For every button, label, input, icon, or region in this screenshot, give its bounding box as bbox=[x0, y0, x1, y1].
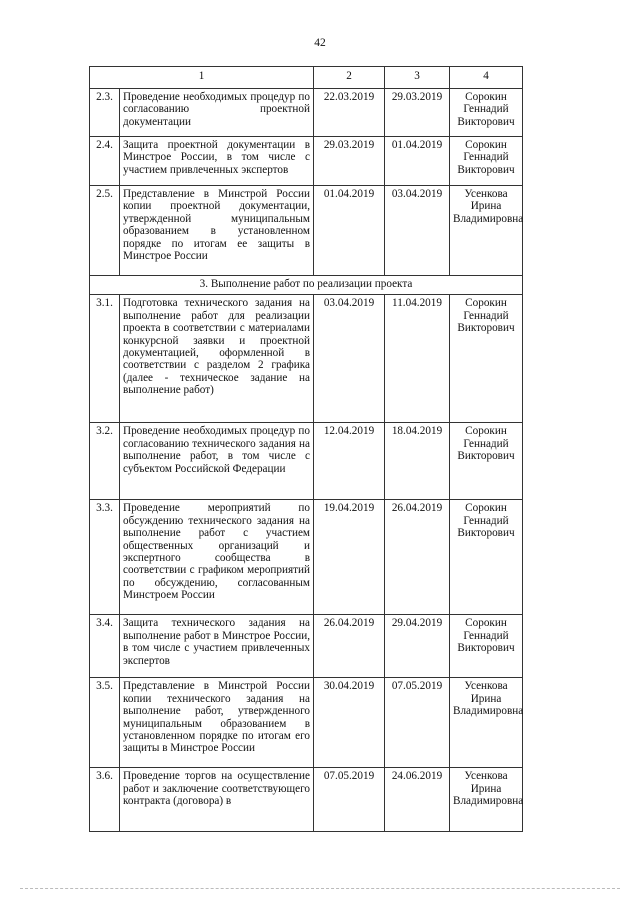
header-col-1: 1 bbox=[90, 67, 314, 89]
row-number: 3.5. bbox=[90, 678, 120, 768]
row-description: Представление в Минстрой России копии технического задания на выполнение работ, утвержденного муниципальным образованием в установленном порядке по итогам его защиты в Минстрое России bbox=[120, 678, 314, 768]
row-description: Защита технического задания на выполнение работ в Минстрое России, в том числе с участием привлеченных экспертов bbox=[120, 615, 314, 678]
row-end-date: 11.04.2019 bbox=[385, 295, 450, 423]
table-row bbox=[90, 678, 523, 768]
table-row bbox=[90, 89, 523, 137]
row-number: 3.3. bbox=[90, 500, 120, 615]
scan-edge-line bbox=[20, 888, 620, 889]
row-description: Представление в Минстрой России копии проектной документации, утвержденной муниципальным образованием в установленном порядке по итогам ее защиты в Минстрое России bbox=[120, 186, 314, 276]
row-number: 3.4. bbox=[90, 615, 120, 678]
row-number: 3.2. bbox=[90, 423, 120, 500]
section-row bbox=[90, 276, 523, 295]
header-col-2: 2 bbox=[314, 67, 385, 89]
row-responsible: Сорокин Геннадий Викторович bbox=[450, 615, 523, 678]
row-end-date: 26.04.2019 bbox=[385, 500, 450, 615]
table-row bbox=[90, 768, 523, 832]
row-number: 2.5. bbox=[90, 186, 120, 276]
schedule-table bbox=[89, 66, 523, 832]
page-number: 42 bbox=[314, 37, 326, 49]
row-number: 2.3. bbox=[90, 89, 120, 137]
row-responsible: Сорокин Геннадий Викторович bbox=[450, 295, 523, 423]
row-end-date: 01.04.2019 bbox=[385, 137, 450, 186]
row-description: Подготовка технического задания на выполнение работ для реализации проекта в соответствии с материалами конкурсной заявки и проектной документацией, оформленной в соответствии с разделом 2 графика (далее - техническое задание на выполнение работ) bbox=[120, 295, 314, 423]
row-end-date: 18.04.2019 bbox=[385, 423, 450, 500]
row-number: 3.1. bbox=[90, 295, 120, 423]
row-responsible: Сорокин Геннадий Викторович bbox=[450, 423, 523, 500]
table-row bbox=[90, 423, 523, 500]
row-responsible: Сорокин Геннадий Викторович bbox=[450, 137, 523, 186]
row-number: 3.6. bbox=[90, 768, 120, 832]
table-row bbox=[90, 500, 523, 615]
row-description: Проведение мероприятий по обсуждению технического задания на выполнение работ с участием общественных организаций и экспертного сообщества в соответствии с графиком мероприятий по обсуждению, согласованным Минстроем России bbox=[120, 500, 314, 615]
row-responsible: Усенкова Ирина Владимировна bbox=[450, 768, 523, 832]
row-number: 2.4. bbox=[90, 137, 120, 186]
section-title: 3. Выполнение работ по реализации проекта bbox=[90, 276, 523, 295]
row-responsible: Усенкова Ирина Владимировна bbox=[450, 678, 523, 768]
row-responsible: Сорокин Геннадий Викторович bbox=[450, 500, 523, 615]
row-end-date: 29.04.2019 bbox=[385, 615, 450, 678]
header-col-4: 4 bbox=[450, 67, 523, 89]
row-start-date: 12.04.2019 bbox=[314, 423, 385, 500]
row-end-date: 03.04.2019 bbox=[385, 186, 450, 276]
row-description: Проведение торгов на осуществление работ и заключение соответствующего контракта (договора) в bbox=[120, 768, 314, 832]
row-end-date: 24.06.2019 bbox=[385, 768, 450, 832]
table-header-row bbox=[90, 67, 523, 89]
row-start-date: 22.03.2019 bbox=[314, 89, 385, 137]
row-description: Проведение необходимых процедур по согласованию проектной документации bbox=[120, 89, 314, 137]
table-row bbox=[90, 295, 523, 423]
row-description: Проведение необходимых процедур по согласованию технического задания на выполнение работ, в том числе с субъектом Российской Федерации bbox=[120, 423, 314, 500]
header-col-3: 3 bbox=[385, 67, 450, 89]
row-start-date: 03.04.2019 bbox=[314, 295, 385, 423]
row-start-date: 30.04.2019 bbox=[314, 678, 385, 768]
table-row bbox=[90, 615, 523, 678]
row-end-date: 07.05.2019 bbox=[385, 678, 450, 768]
table-row bbox=[90, 186, 523, 276]
row-end-date: 29.03.2019 bbox=[385, 89, 450, 137]
row-start-date: 26.04.2019 bbox=[314, 615, 385, 678]
row-start-date: 07.05.2019 bbox=[314, 768, 385, 832]
row-start-date: 19.04.2019 bbox=[314, 500, 385, 615]
row-start-date: 01.04.2019 bbox=[314, 186, 385, 276]
row-description: Защита проектной документации в Минстрое России, в том числе с участием привлеченных экспертов bbox=[120, 137, 314, 186]
row-responsible: Сорокин Геннадий Викторович bbox=[450, 89, 523, 137]
row-responsible: Усенкова Ирина Владимировна bbox=[450, 186, 523, 276]
table-row bbox=[90, 137, 523, 186]
row-start-date: 29.03.2019 bbox=[314, 137, 385, 186]
